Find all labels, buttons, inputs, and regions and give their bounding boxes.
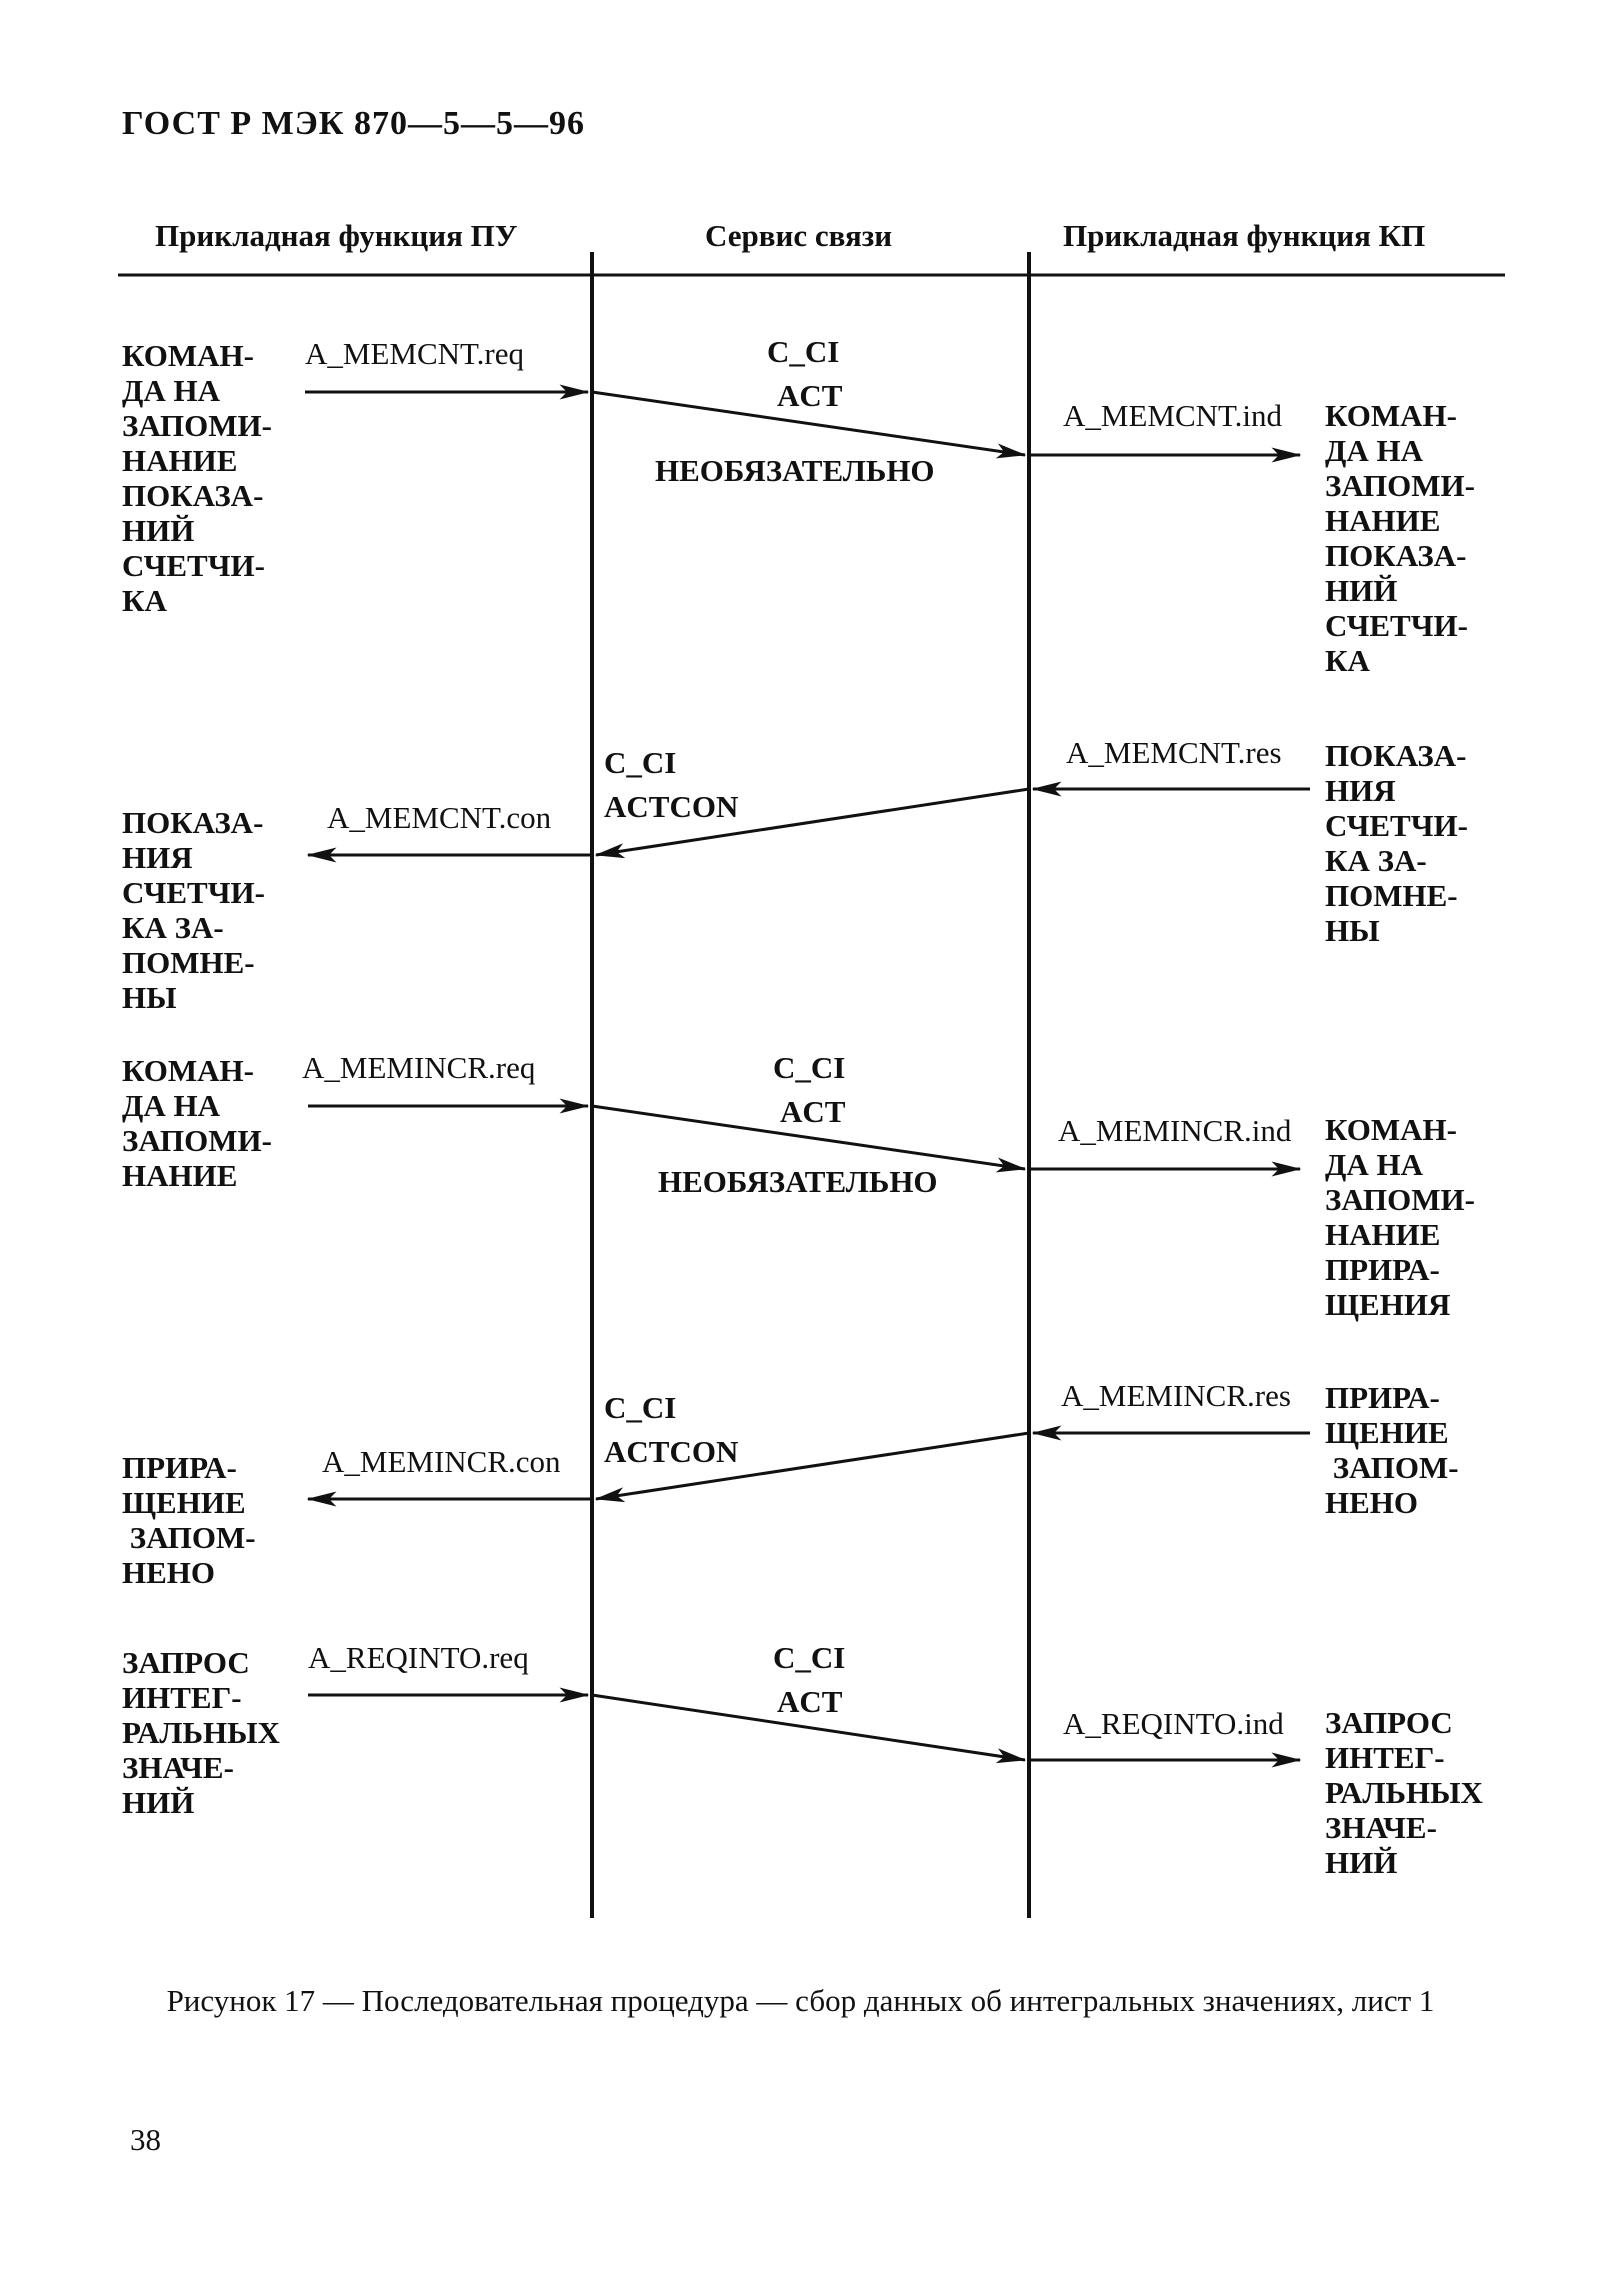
right-action-text: ПРИРА- ЩЕНИЕ ЗАПОМ- НЕНО <box>1325 1380 1459 1520</box>
channel-mode-label: ACTCON <box>604 789 739 824</box>
figure-caption-text: Рисунок 17 — Последовательная процедура — сбор данных об интегральных значениях, лист 1 <box>166 1983 1435 2018</box>
primitive-label: A_MEMINCR.req <box>302 1050 536 1085</box>
left-action-text: ПРИРА- ЩЕНИЕ ЗАПОМ- НЕНО <box>122 1450 256 1590</box>
primitive-label: A_MEMCNT.req <box>305 336 524 371</box>
left-action-text: ПОКАЗА- НИЯ СЧЕТЧИ- КА ЗА- ПОМНЕ- НЫ <box>122 805 265 1015</box>
right-action-text: КОМАН- ДА НА ЗАПОМИ- НАНИЕ ПРИРА- ЩЕНИЯ <box>1325 1112 1475 1322</box>
left-action-text: ЗАПРОС ИНТЕГ- РАЛЬНЫХ ЗНАЧЕ- НИЙ <box>122 1645 280 1820</box>
column-header-middle: Сервис связи <box>705 218 893 253</box>
right-action-text: ПОКАЗА- НИЯ СЧЕТЧИ- КА ЗА- ПОМНЕ- НЫ <box>1325 738 1468 948</box>
left-action-text: КОМАН- ДА НА ЗАПОМИ- НАНИЕ <box>122 1053 272 1193</box>
channel-mode-label: ACT <box>777 1684 843 1719</box>
channel-label: C_CI <box>773 1640 846 1675</box>
channel-mode-label: ACT <box>777 378 843 413</box>
channel-label: C_CI <box>773 1050 846 1085</box>
primitive-label: A_MEMCNT.con <box>327 800 552 835</box>
channel-label: C_CI <box>604 1390 677 1425</box>
channel-mode-label: ACTCON <box>604 1434 739 1469</box>
right-action-text: КОМАН- ДА НА ЗАПОМИ- НАНИЕ ПОКАЗА- НИЙ СЧЕТЧИ- КА <box>1325 398 1475 678</box>
primitive-label: A_MEMCNT.ind <box>1063 398 1283 433</box>
figure-caption <box>0 1980 1601 2022</box>
channel-label: C_CI <box>604 745 677 780</box>
primitive-label: A_MEMINCR.res <box>1061 1378 1291 1413</box>
primitive-label: A_MEMINCR.ind <box>1058 1113 1292 1148</box>
optional-label: НЕОБЯЗАТЕЛЬНО <box>658 1164 938 1199</box>
primitive-label: A_REQINTO.req <box>308 1640 529 1675</box>
primitive-label: A_REQINTO.ind <box>1063 1706 1284 1741</box>
primitive-label: A_MEMINCR.con <box>322 1444 561 1479</box>
primitive-label: A_MEMCNT.res <box>1066 735 1282 770</box>
left-action-text: КОМАН- ДА НА ЗАПОМИ- НАНИЕ ПОКАЗА- НИЙ СЧЕТЧИ- КА <box>122 338 272 618</box>
right-action-text: ЗАПРОС ИНТЕГ- РАЛЬНЫХ ЗНАЧЕ- НИЙ <box>1325 1705 1483 1880</box>
channel-label: C_CI <box>767 334 840 369</box>
page-number: 38 <box>130 2122 161 2157</box>
channel-mode-label: ACT <box>780 1094 846 1129</box>
standard-designation: ГОСТ Р МЭК 870—5—5—96 <box>122 105 585 142</box>
column-header-left: Прикладная функция ПУ <box>155 218 518 253</box>
optional-label: НЕОБЯЗАТЕЛЬНО <box>655 453 935 488</box>
column-header-right: Прикладная функция КП <box>1063 218 1426 253</box>
